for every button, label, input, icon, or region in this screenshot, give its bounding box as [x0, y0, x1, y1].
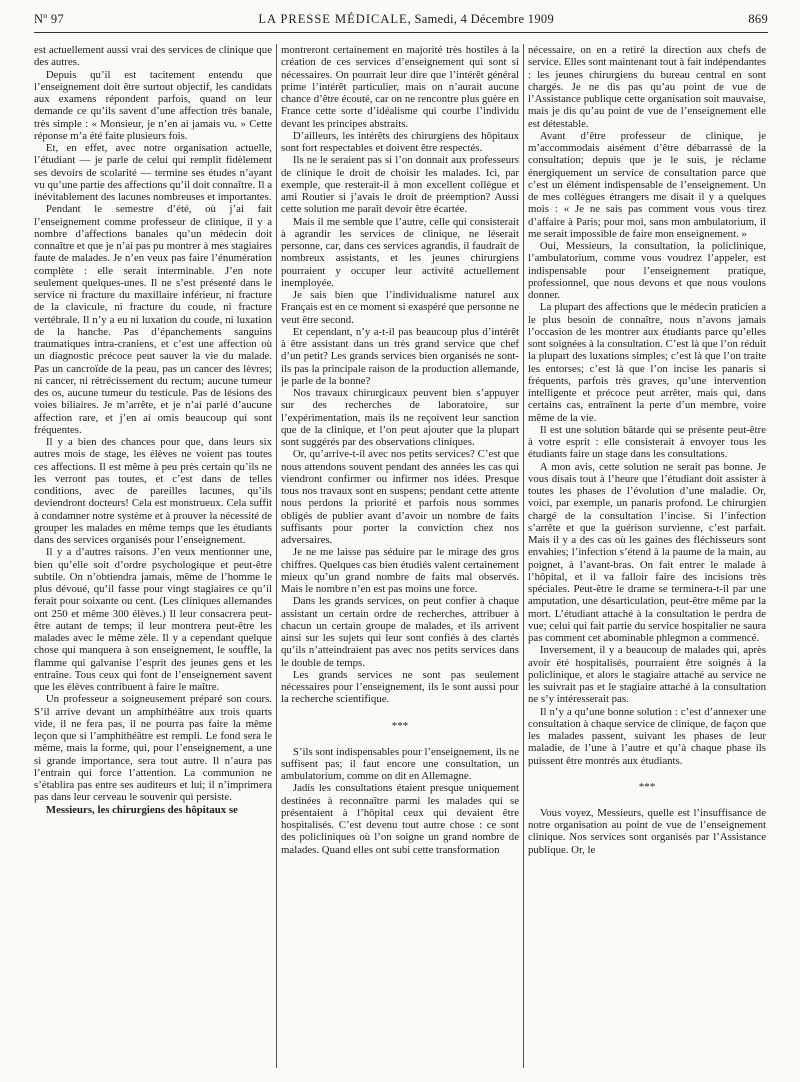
page-number: 869 — [748, 12, 768, 26]
paragraph: Je sais bien que l’individualisme naturel aux Français est en ce moment si exaspéré que personne ne veut être second. — [281, 289, 519, 326]
paragraph: Pendant le semestre d’été, où j’ai fait l’enseignement comme professeur de clinique, il y a nombre d’affections banales qu’un médecin doit connaître et que je n’ai pas pu montrer à mes stagiaires faute de malades. Je n’en veux pas faire l’énumération complète : elle serait interminable. J’en note seulement quelques-unes. Il ne s’est présenté dans le service ni fracture du maxillaire inférieur, ni fracture de la clavicule, ni fracture du coude, ni fracture vertébrale. Il n’y a eu ni luxation du coude, ni luxation de la hanche. Pas d’épanchements sanguins traumatiques intra-craniens, et c’est une affection où un diagnostic précoce peut sauver la vie du malade. Pas un cancroïde de la peau, pas un cancer des lèvres; ni cancer, ni rétrécissement du rectum; aucune tumeur des os, aucune tumeur du testicule. Pas de lésions des voies biliaires. Je m’arrête, et je n’ai parlé d’aucune affection rare, et j’en ai omis beaucoup qui sont fréquentes. — [34, 203, 272, 436]
issue-date: , Samedi, 4 Décembre 1909 — [407, 12, 554, 26]
column-left — [34, 44, 272, 1072]
issue-number: Nº 97 — [34, 12, 65, 26]
column-divider — [272, 44, 281, 1072]
column-middle — [281, 44, 519, 1072]
paragraph: Nos travaux chirurgicaux peuvent bien s’appuyer sur des recherches de laboratoire, sur l’expérimentation, mais ils ne reçoivent leur sanction que de la clinique, et l’on peut ajouter que la plupart sont suggérés par des observations cliniques. — [281, 387, 519, 448]
column-right — [528, 44, 766, 1072]
paragraph: La plupart des affections que le médecin praticien a le plus besoin de connaître, nous n’avons jamais l’occasion de les montrer aux étudiants parce qu’elles sont soignées à la consultation. C’est là que l’on réduit la plupart des luxations simples; c’est là que l’on traite les entorses; c’est là que l’on incise les panaris si fréquents, parfois très graves, qu’une intervention intelligente et précoce peut arrêter, mais qui, dans certains cas, entraînent la perte d’un membre, voire même de la vie. — [528, 301, 766, 424]
paragraph: Dans les grands services, on peut confier à chaque assistant un certain ordre de recherches, attribuer à chacun un certain groupe de malades, et ils arrivent ainsi sur les sujets qui leur sont confiés à des clartés qu’ils n’atteindraient pas avec nos petits services dans le double de temps. — [281, 595, 519, 669]
paragraph: Il est une solution bâtarde qui se présente peut-être à votre esprit : elle consisterait à envoyer tous les étudiants faire un stage dans les consultations. — [528, 423, 766, 461]
paragraph: Messieurs, les chirurgiens des hôpitaux se — [45, 803, 238, 816]
paragraph: Il n’y a qu’une bonne solution : c’est d’annexer une consultation à chaque service de clinique, de façon que les malades passent, suivant les phases de leur maladie, de l’une à l’autre et qu’à chaque phase ils puissent être montrés aux étudiants. — [528, 705, 766, 767]
section-separator: *** — [638, 780, 656, 793]
paragraph: montreront certainement en majorité très hostiles à la création de ces services d’enseignement qui sont si nécessaires. On pourrait leur dire que l’intérêt général prime l’intérêt particulier, mais on n’aurait aucune chance d’être écouté, car on ne rencontre plus guère en France cette sorte d’idéalisme qui courbe l’individu devant les principes abstraits. — [281, 44, 519, 130]
column-divider — [519, 44, 528, 1072]
paragraph: Et cependant, n’y a-t-il pas beaucoup plus d’intérêt à être assistant dans un très grand service que chef d’un petit? Les grands services bien organisés ne sont-ils pas la principale raison de la production allemande, je parle de la bonne? — [281, 325, 519, 387]
running-header — [34, 12, 768, 32]
paragraph: Un professeur a soigneusement préparé son cours. S’il arrive devant un amphithéâtre aux trois quarts vide, il ne fera pas, il ne pourra pas faire la même leçon que si l’amphithéâtre est rempli. Le fond sera le même, mais la forme, qui, pour l’enseignement, a une si grande importance, sera tout autre. Il n’aura pas l’entrain qui force l’attention. La communion ne s’établira pas entre ses auditeurs et lui; il n’imprimera pas dans leur cerveau le souvenir qui persiste. — [34, 693, 272, 804]
article-body — [34, 44, 768, 1072]
paragraph: nécessaire, on en a retiré la direction aux chefs de service. Elles sont maintenant tout à fait indépendantes : les jeunes chirurgiens du bureau central en sont chargés. Je ne dis pas qu’au point de vue de l’Assistance publique cette organisation soit mauvaise, mais je dis qu’au point de vue de l’enseignement elle est détestable. — [528, 44, 766, 130]
section-separator: *** — [391, 719, 409, 732]
paragraph: A mon avis, cette solution ne serait pas bonne. Je vous disais tout à l’heure que l’étudiant doit assister à toutes les phases de l’évolution d’une maladie. Or, voici, par exemple, un panaris profond. Le chirurgien chargé de la consultation l’incise. Si l’infection s’arrête et que la guérison survienne, c’est parfait. Mais il y a des cas où les gaines des fléchisseurs sont envahies; l’infection s’étend à la paume de la main, au poignet, à l’avant-bras. On fait entrer le malade à l’hôpital, et il va falloir faire des incisions très spéciales. Peut-être le drame se terminera-t-il par une amputation, une désarticulation, peut-être même par la mort. L’étudiant attaché à la consultation le perdra de vue; celui qui fait partie du service hospitalier ne saura pas comment cet abominable phlegmon a commencé. — [528, 460, 766, 644]
paragraph: Depuis qu’il est tacitement entendu que l’enseignement doit être surtout objectif, les candidats aux examens répondent parfois, quand on leur demande ce qu’ils savent d’une affection très banale, très simple : « Monsieur, je n’en ai jamais vu. » Cette réponse m’a été faite plusieurs fois. — [34, 68, 272, 142]
paragraph: Jadis les consultations étaient presque uniquement destinées à reconnaître parmi les malades qui se présentaient à l’hôpital ceux qui devaient être hospitalisés. C’est devenu tout autre chose : ce sont des policliniques où l’on soigne un grand nombre de malades. Quand elles ont subi cette transformation — [281, 782, 519, 856]
paragraph: Inversement, il y a beaucoup de malades qui, après avoir été hospitalisés, pourraient être soignés à la policlinique, et alors le stagiaire attaché au service ne les suivrait pas et le stagiaire attaché à la consultation ne s’y intéresserait pas. — [528, 644, 766, 706]
paragraph: Les grands services ne sont pas seulement nécessaires pour l’enseignement, ils le sont aussi pour la recherche scientifique. — [281, 668, 519, 706]
paragraph: Or, qu’arrive-t-il avec nos petits services? C’est que nous attendons souvent pendant des années les cas qui viendront confirmer ou infirmer nos idées. Presque tous nos travaux sont en suspens; pendant cette attente nous perdons la priorité et parfois nous sommes obligés de publier avant d’avoir un nombre de faits suffisants pour porter la conviction chez nos adversaires. — [281, 448, 519, 546]
paragraph: D’ailleurs, les intérêts des chirurgiens des hôpitaux sont fort respectables et doivent être respectés. — [281, 129, 519, 154]
paragraph: Mais il me semble que l’autre, celle qui consisterait à agrandir les services de clinique, ne léserait personne, car, dans ces services agrandis, il faudrait de nombreux assistants, et les jeunes chirurgiens pourraient y occuper leur activité actuellement inemployée. — [281, 215, 519, 289]
paragraph: Vous voyez, Messieurs, quelle est l’insuffisance de notre organisation au point de vue de l’enseignement clinique. Nos services sont organisés par l’Assistance publique. Or, le — [528, 806, 766, 856]
journal-name: LA PRESSE MÉDICALE — [258, 12, 408, 26]
paragraph: Il y a bien des chances pour que, dans leurs six autres mois de stage, les élèves ne voient pas toutes ces affections. Il est même à peu près certain qu’ils ne les verront pas toutes, et c’est dans de telles conditions, avec de pareilles lacunes, qu’ils deviendront docteurs! Cela est monstrueux. Cela suffit à condamner notre système et à prouver la nécessité de grouper les malades en même temps que les étudiants dans des services organisés pour l’enseignement. — [34, 436, 272, 546]
header-rule — [34, 32, 768, 33]
paragraph: Il y a d’autres raisons. J’en veux mentionner une, bien qu’elle soit d’ordre psychologique et peut-être subtile. On n’obtiendra jamais, même de l’homme le plus dévoué, qu’il fasse pour vingt stagiaires ce qu’il ferait pour soixante ou cent. (Les cliniques allemandes ont 250 et même 300 élèves.) Il leur consacrera peut-être autant de temps; il leur montrera peut-être les malades avec le même zèle. Il y a cependant quelque chose qui manquera à son enseignement, le souffle, la flamme qui galvanise l’esprit des jeunes gens et les entraîne. Tous ceux qui font de l’enseignement savent que les élèves contribuent à faire le maître. — [34, 546, 272, 693]
paragraph: Oui, Messieurs, la consultation, la policlinique, l’ambulatorium, comme vous voudrez l’appeler, est indispensable pour l’enseignement pratique, professionnel, que nous devons et que nous voulons donner. — [528, 240, 766, 301]
paragraph: Ils ne le seraient pas si l’on donnait aux professeurs de clinique le droit de choisir les malades. Ici, par exemple, que resterait-il à mon excellent collègue et ami Routier si j’avais le droit de préemption? Aussi cette solution me paraît devoir être écartée. — [281, 154, 519, 216]
paragraph: Avant d’être professeur de clinique, je m’accommodais aisément d’être débarrassé de la consultation; depuis que je le suis, je réclame énergiquement un service de consultation parce que c’est un élément indispensable de l’enseignement. Un de mes collègues étrangers me disait il y a quelques mois : « Je ne sais pas comment vous vous tirez d’affaire à Paris; pour moi, sans mon ambulatorium, il me serait impossible de faire mon enseignement. » — [528, 129, 766, 240]
journal-title-line — [258, 12, 554, 27]
paragraph: Je ne me laisse pas séduire par le mirage des gros chiffres. Quelques cas bien étudiés valent certainement mieux qu’un grand nombre de faits mal observés. Mais le nombre n’en est pas moins une force. — [281, 546, 519, 595]
paragraph: est actuellement aussi vrai des services de clinique que des autres. — [34, 44, 272, 69]
paragraph: S’ils sont indispensables pour l’enseignement, ils ne suffisent pas; il faut encore une consultation, un ambulatorium, comme on dit en Allemagne. — [281, 745, 519, 782]
paragraph: Et, en effet, avec notre organisation actuelle, l’étudiant — je parle de celui qui remplit fidèlement ses devoirs de scolarité — termine ses études n’ayant vu qu’une partie des affections qu’il doit connaître. Il a inévitablement des lacunes nombreuses et importantes. — [34, 142, 272, 203]
